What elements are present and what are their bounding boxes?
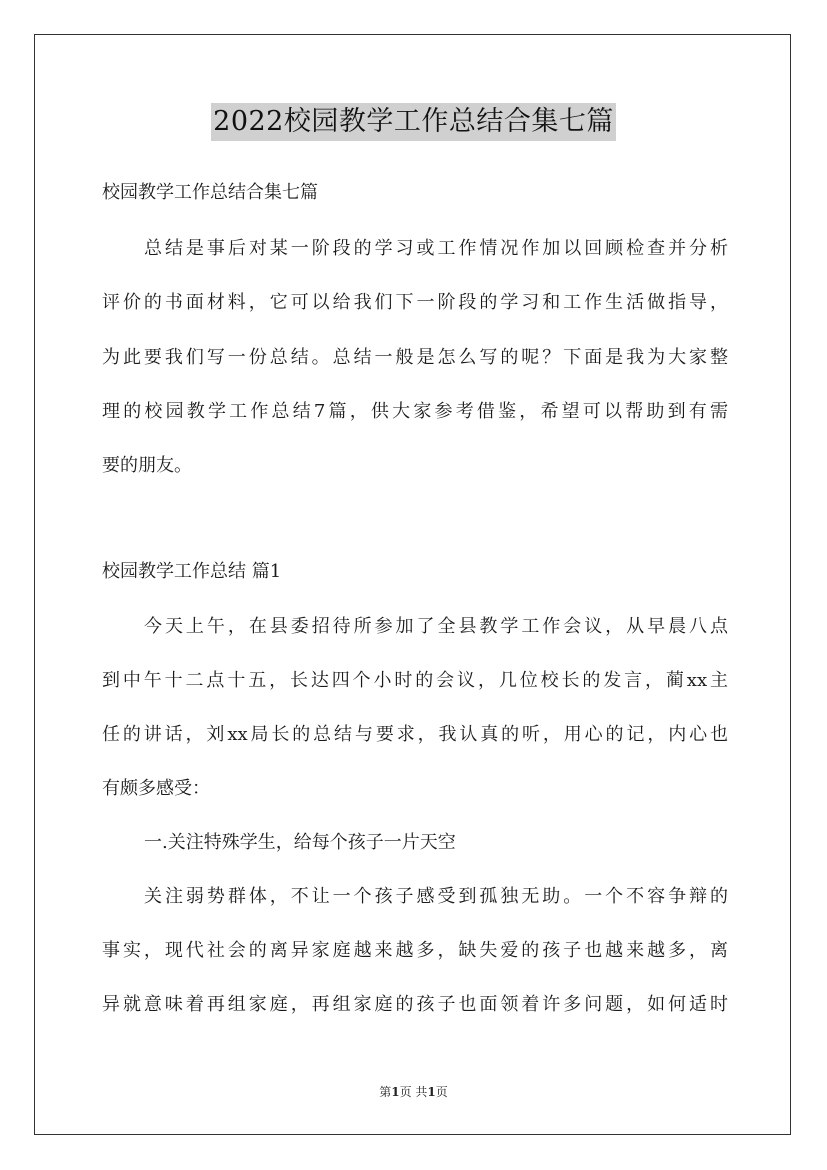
body-line-1: 关注弱势群体，不让一个孩子感受到孤独无助。一个不容争辩的 [144,886,728,907]
section1-line-2: 到中午十二点十五，长达四个小时的会议，几位校长的发言，蔺xx主 [102,670,728,691]
intro-line-4: 理的校园教学工作总结7篇，供大家参考借鉴，希望可以帮助到有需 [102,401,728,422]
document-subtitle: 校园教学工作总结合集七篇 [102,182,318,203]
section1-line-1: 今天上午，在县委招待所参加了全县教学工作会议，从早晨八点 [144,616,728,637]
footer-page-number: 1 [391,1085,400,1099]
section1-line-3: 任的讲话，刘xx局长的总结与要求，我认真的听，用心的记，内心也 [102,724,728,745]
intro-line-2: 评价的书面材料，它可以给我们下一阶段的学习和工作生活做指导， [102,292,728,313]
section1-heading: 校园教学工作总结 篇1 [102,561,282,582]
body-line-2: 事实，现代社会的离异家庭越来越多，缺失爱的孩子也越来越多，离 [102,940,728,961]
section1-line-4: 有颇多感受： [102,778,210,799]
footer-mid: 页 共 [399,1085,428,1099]
subheading-1: 一.关注特殊学生，给每个孩子一片天空 [144,832,456,853]
title-container [0,103,827,141]
body-line-3: 异就意味着再组家庭，再组家庭的孩子也面领着许多问题，如何适时 [102,994,728,1015]
intro-line-1: 总结是事后对某一阶段的学习或工作情况作加以回顾检查并分析 [144,238,728,259]
intro-line-3: 为此要我们写一份总结。总结一般是怎么写的呢？下面是我为大家整 [102,347,728,368]
document-title: 2022校园教学工作总结合集七篇 [211,103,616,141]
page-footer [0,1083,827,1100]
footer-page-total: 1 [427,1085,436,1099]
footer-suffix: 页 [435,1085,448,1099]
intro-line-5: 要的朋友。 [102,455,192,476]
footer-prefix: 第 [379,1085,392,1099]
